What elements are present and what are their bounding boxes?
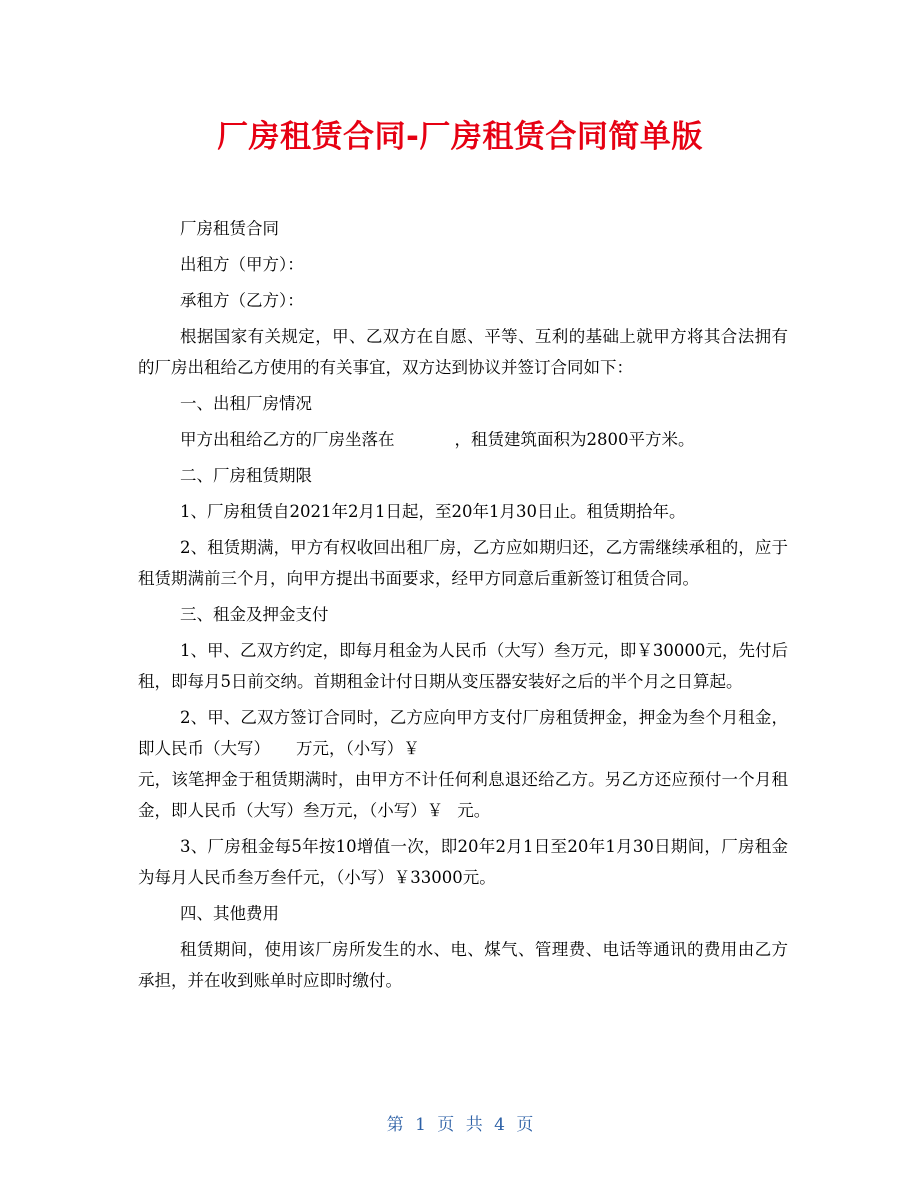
paragraph-deposit-line2	[138, 764, 788, 826]
paragraph-term-1: 1、厂房租赁自2021年2月1日起，至20年1月30日止。租赁期拾年。	[180, 502, 686, 521]
paragraph-lessee: 承租方（乙方）：	[180, 291, 304, 310]
section-heading-1: 一、出租厂房情况	[180, 394, 312, 413]
paragraph-lessor: 出租方（甲方）：	[180, 255, 304, 274]
document-body	[138, 213, 788, 1001]
location-text-a: 甲方出租给乙方的厂房坐落在	[180, 430, 395, 449]
paragraph-rent-1: 1、甲、乙双方约定，即每月租金为人民币（大写）叁万元，即￥30000元，先付后租，即每月5日前交纳。首期租金计付日期从变压器安装好之后的半个月之日算起。	[138, 641, 788, 691]
paragraph-other-fees: 租赁期间，使用该厂房所发生的水、电、煤气、管理费、电话等通讯的费用由乙方承担，并在收到账单时应即时缴付。	[138, 940, 788, 990]
paragraph-contract-name: 厂房租赁合同	[180, 219, 279, 238]
deposit-text-d: 元。	[457, 801, 491, 820]
section-heading-2: 二、厂房租赁期限	[180, 466, 312, 485]
deposit-text-a: 2、甲、乙双方签订合同时，乙方应向甲方支付厂房租赁押金，押金为叁个月租金，即人民币（大写）	[138, 708, 788, 758]
section-heading-3: 三、租金及押金支付	[180, 605, 329, 624]
paragraph-preamble: 根据国家有关规定，甲、乙双方在自愿、平等、互利的基础上就甲方将其合法拥有的厂房出租给乙方使用的有关事宜，双方达到协议并签订合同如下：	[138, 327, 788, 377]
paragraph-deposit-line1	[138, 702, 788, 764]
page-number-footer: 第 1 页 共 4 页	[386, 1115, 534, 1135]
deposit-text-c: 元，该笔押金于租赁期满时，由甲方不计任何利息退还给乙方。另乙方还应预付一个月租金，即人民币（大写）叁万元，（小写）￥	[138, 770, 788, 820]
deposit-text-b: 万元，（小写）￥	[296, 739, 420, 758]
paragraph-rent-3: 3、厂房租金每5年按10增值一次，即20年2月1日至20年1月30日期间，厂房租金为每月人民币叁万叁仟元，（小写）￥33000元。	[138, 837, 788, 887]
paragraph-location	[138, 424, 788, 455]
paragraph-term-2: 2、租赁期满，甲方有权收回出租厂房，乙方应如期归还，乙方需继续承租的，应于租赁期满前三个月，向甲方提出书面要求，经甲方同意后重新签订租赁合同。	[138, 538, 788, 588]
section-heading-4: 四、其他费用	[180, 904, 279, 923]
location-text-b: ，租赁建筑面积为2800平方米。	[454, 430, 695, 449]
document-title: 厂房租赁合同-厂房租赁合同简单版	[217, 119, 703, 155]
